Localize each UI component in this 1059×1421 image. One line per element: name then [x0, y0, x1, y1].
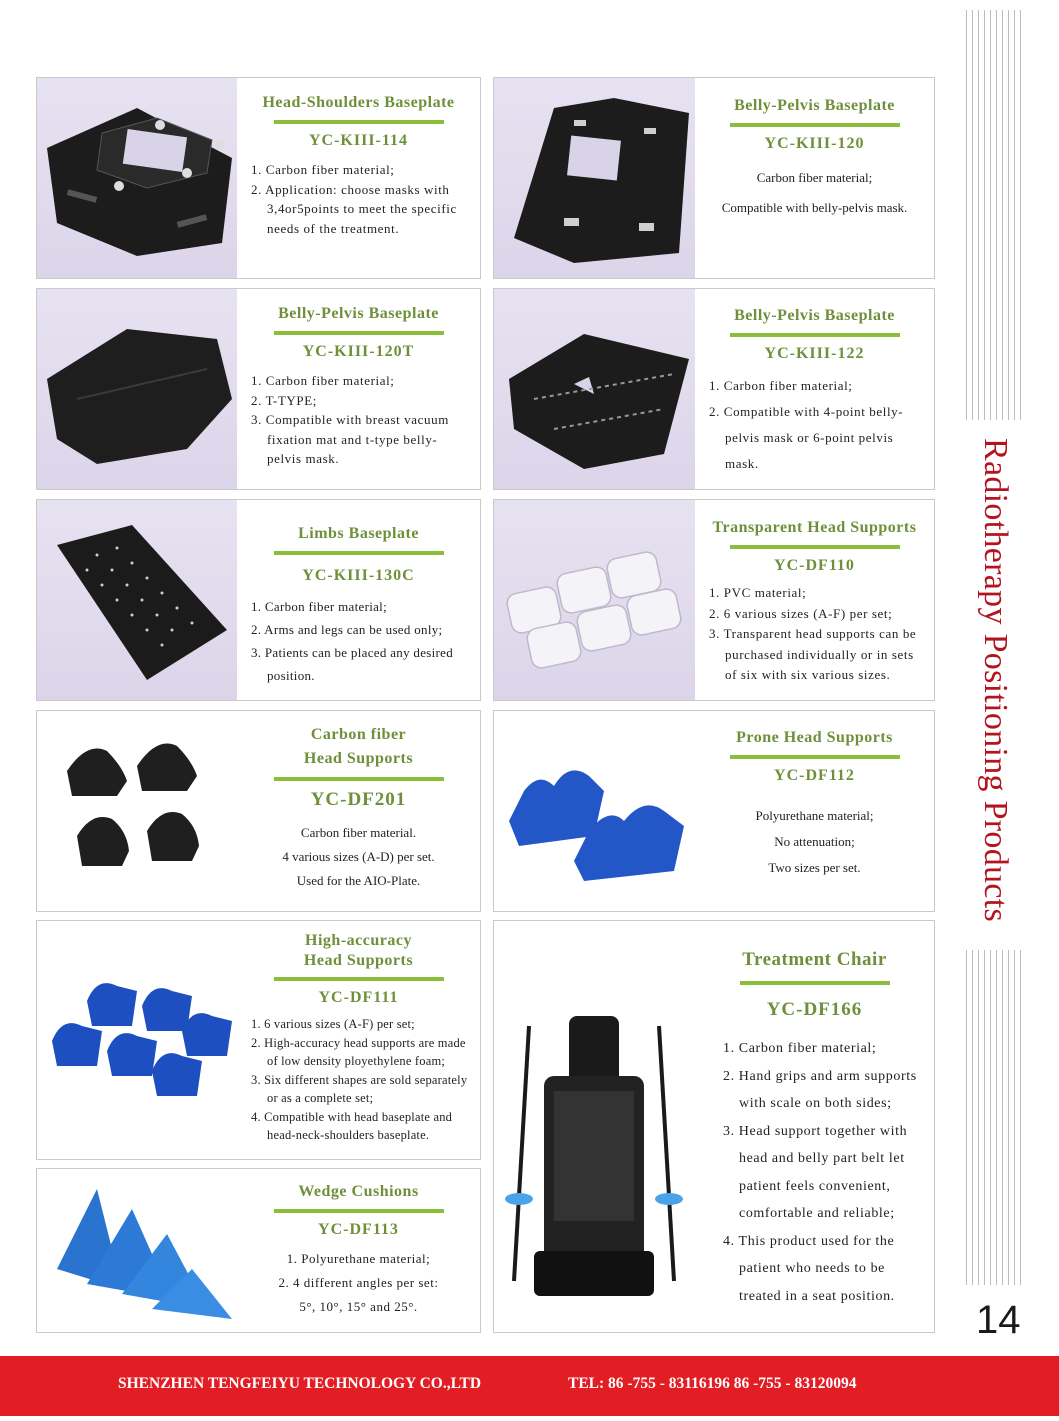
feature-item: 1. 6 various sizes (A-F) per set; [251, 1017, 415, 1031]
product-code: YC-KIII-120 [764, 135, 865, 152]
feature-list [709, 373, 922, 477]
title-bar [274, 1209, 444, 1213]
product-code: YC-DF113 [318, 1221, 399, 1238]
head-supports-image [494, 711, 695, 911]
description-line: 5°, 10°, 15° and 25°. [299, 1299, 418, 1314]
title-bar [274, 777, 444, 781]
product-card-belly-pelvis-baseplate-120t [36, 288, 481, 490]
product-title: Belly-Pelvis Baseplate [278, 305, 439, 322]
product-photo [37, 289, 237, 489]
baseplate-image [37, 289, 237, 489]
product-info [695, 500, 934, 700]
feature-item: 3. Patients can be placed any desired position. [251, 645, 454, 683]
feature-item: 2. Compatible with 4-point belly-pelvis mask or 6-point pelvis mask. [709, 404, 904, 471]
footer-bar [0, 1356, 1059, 1416]
product-card-prone-head-supports [493, 710, 935, 912]
feature-item: 2. Application: choose masks with 3,4or5points to meet the specific needs of the treatment. [251, 181, 457, 236]
product-card-carbon-fiber-head-supports [36, 710, 481, 912]
product-card-head-shoulders-baseplate [36, 77, 481, 279]
product-photo [494, 500, 695, 700]
feature-list [709, 583, 922, 686]
description [237, 821, 480, 893]
feature-item: 2. 6 various sizes (A-F) per set; [709, 605, 893, 621]
feature-item: 2. High-accuracy head supports are made of low density ployethylene foam; [251, 1035, 466, 1068]
title-bar [274, 120, 444, 124]
title-bar [740, 981, 890, 985]
feature-list [251, 1015, 468, 1145]
title-bar [730, 755, 900, 759]
product-photo [37, 921, 237, 1159]
feature-list [251, 160, 468, 238]
feature-item: 3. Transparent head supports can be purchased individually or in sets of six with six various sizes. [709, 626, 917, 682]
description [695, 803, 934, 881]
feature-list [251, 371, 468, 469]
head-supports-image [37, 711, 237, 911]
product-info [237, 289, 480, 489]
feature-item: 2. Hand grips and arm supports with scale on both sides; [723, 1068, 917, 1111]
baseplate-image [494, 78, 695, 278]
baseplate-image [494, 289, 695, 489]
product-code: YC-KIII-120T [302, 343, 415, 360]
product-photo [37, 1169, 237, 1332]
product-card-transparent-head-supports [493, 499, 935, 701]
product-info [237, 711, 480, 911]
feature-item: 1. Carbon fiber material; [723, 1041, 877, 1056]
feature-item: 3. Compatible with breast vacuum fixation mat and t-type belly-pelvis mask. [251, 412, 449, 466]
product-photo [494, 711, 695, 911]
title-bar [730, 333, 900, 337]
page-number: 14 [976, 1298, 1021, 1342]
product-info [695, 711, 934, 911]
description-line: Compatible with belly-pelvis mask. [721, 200, 908, 215]
description [695, 163, 934, 223]
product-title: Transparent Head Supports [712, 519, 917, 536]
sidebar-line-pattern-bottom [966, 950, 1024, 1285]
description-line: Used for the AIO-Plate. [296, 873, 421, 888]
product-info [695, 289, 934, 489]
feature-item: 4. This product used for the patient who needs to be treated in a seat position. [723, 1233, 895, 1304]
side-title: Radiotherapy Positioning Products [977, 438, 1014, 922]
product-title: Belly-Pelvis Baseplate [734, 307, 895, 324]
product-photo [494, 289, 695, 489]
product-code: YC-DF110 [774, 557, 855, 574]
product-title: Prone Head Supports [736, 729, 893, 746]
product-title: High-accuracy Head Supports [303, 932, 414, 969]
feature-item: 4. Compatible with head baseplate and head-neck-shoulders baseplate. [251, 1109, 453, 1142]
feature-item: 3. Six different shapes are sold separately or as a complete set; [251, 1072, 468, 1105]
feature-list [723, 1035, 918, 1310]
treatment-chair-image [494, 921, 695, 1332]
description-line: 2. 4 different angles per set: [278, 1275, 439, 1290]
title-bar [274, 331, 444, 335]
feature-list [251, 595, 468, 687]
product-photo [494, 921, 695, 1332]
product-card-high-accuracy-head-supports [36, 920, 481, 1160]
description [237, 1247, 480, 1319]
description-line: Polyurethane material; [755, 808, 874, 823]
baseplate-image [37, 500, 237, 700]
product-photo [494, 78, 695, 278]
product-info [237, 1169, 480, 1332]
baseplate-image [37, 78, 237, 278]
head-supports-image [494, 500, 695, 700]
title-bar [730, 123, 900, 127]
product-title: Head-Shoulders Baseplate [262, 94, 455, 111]
product-code: YC-DF111 [318, 989, 399, 1006]
wedge-cushions-image [37, 1169, 237, 1332]
sidebar-line-pattern-top [966, 10, 1024, 420]
product-info [237, 921, 480, 1159]
product-code: YC-KIII-114 [308, 132, 408, 149]
description-line: 4 various sizes (A-D) per set. [282, 849, 435, 864]
product-info [237, 500, 480, 700]
description-line: Carbon fiber material. [300, 825, 417, 840]
product-title: Treatment Chair [742, 949, 887, 970]
product-card-belly-pelvis-baseplate-120 [493, 77, 935, 279]
product-title: Carbon fiber Head Supports [303, 726, 414, 767]
product-card-wedge-cushions [36, 1168, 481, 1333]
feature-item: 2. T-TYPE; [251, 392, 317, 408]
product-code: YC-KIII-122 [764, 345, 865, 362]
product-info [695, 78, 934, 278]
footer-tel: TEL: 86 -755 - 83116196 86 -755 - 83120094 [568, 1375, 857, 1392]
feature-item: 1. Carbon fiber material; [251, 162, 395, 177]
feature-item: 3. Head support together with head and belly part belt let patient feels convenient, comfortable and reliable; [723, 1123, 908, 1221]
product-info [237, 78, 480, 278]
title-bar [274, 977, 444, 981]
product-photo [37, 711, 237, 911]
head-supports-image [37, 921, 237, 1159]
product-card-belly-pelvis-baseplate-122 [493, 288, 935, 490]
product-card-treatment-chair [493, 920, 935, 1333]
product-code: YC-DF166 [766, 999, 863, 1020]
product-code: YC-DF201 [310, 789, 407, 810]
feature-item: 1. PVC material; [709, 585, 807, 600]
product-code: YC-DF112 [774, 767, 855, 784]
feature-item: 1. Carbon fiber material; [709, 378, 853, 393]
description-line: Two sizes per set. [768, 860, 861, 875]
description-line: No attenuation; [774, 834, 855, 849]
description-line: Carbon fiber material; [756, 170, 873, 185]
feature-item: 1. Carbon fiber material; [251, 373, 395, 388]
description-line: 1. Polyurethane material; [286, 1251, 431, 1266]
feature-item: 2. Arms and legs can be used only; [251, 622, 443, 637]
product-photo [37, 500, 237, 700]
feature-item: 1. Carbon fiber material; [251, 599, 388, 614]
title-bar [730, 545, 900, 549]
footer-company: SHENZHEN TENGFEIYU TECHNOLOGY CO.,LTD [118, 1375, 482, 1392]
product-card-limbs-baseplate [36, 499, 481, 701]
product-title: Belly-Pelvis Baseplate [734, 97, 895, 114]
product-code: YC-KIII-130C [302, 567, 415, 584]
product-title: Limbs Baseplate [298, 525, 419, 542]
product-photo [37, 78, 237, 278]
product-title: Wedge Cushions [298, 1183, 419, 1200]
product-info [695, 921, 934, 1332]
title-bar [274, 551, 444, 555]
